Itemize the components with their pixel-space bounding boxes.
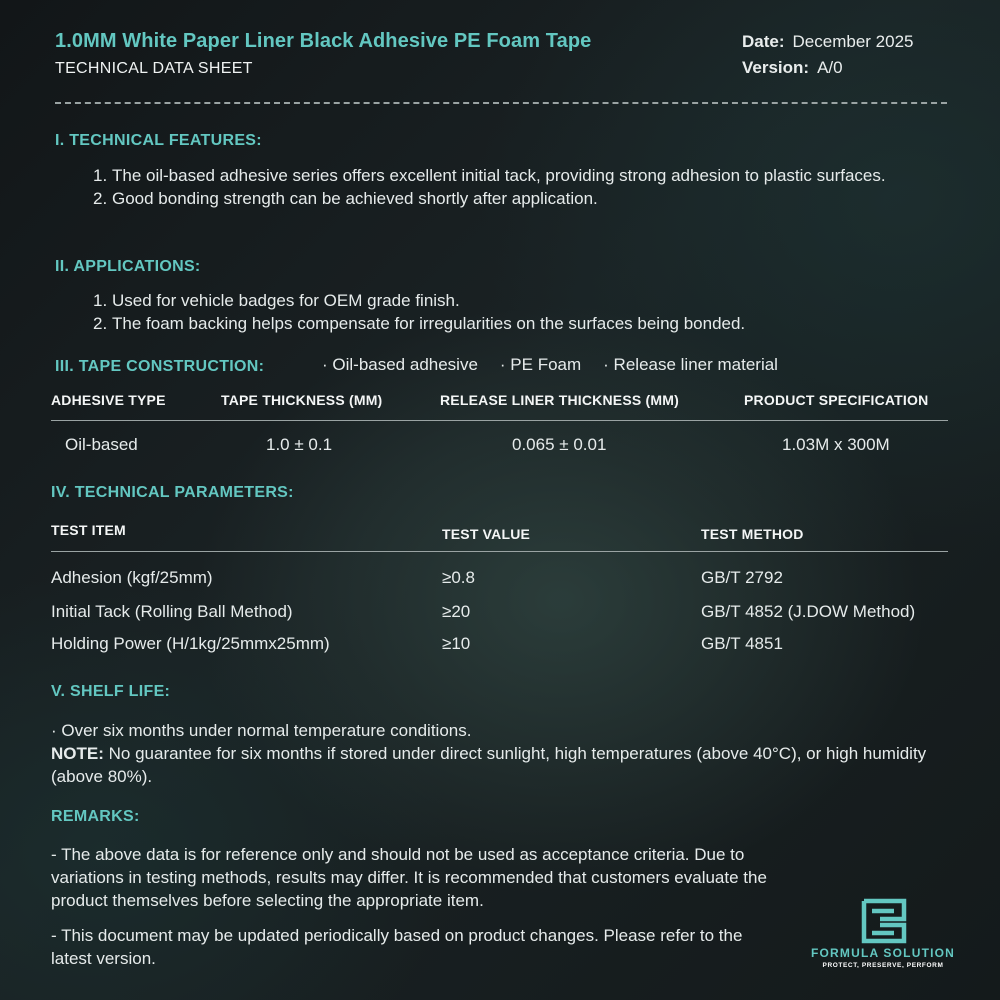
applications-list	[93, 289, 913, 335]
table-cell: Adhesion (kgf/25mm)	[51, 568, 213, 587]
date-value: December 2025	[792, 32, 914, 51]
remarks-paragraph: - The above data is for reference only and should not be used as acceptance criteria. Due to variations in testing methods, results may differ. It is recommended that customers evaluate the product themselves before selecting the appropriate item.	[51, 845, 767, 910]
list-number: 1.	[93, 291, 108, 310]
date-line	[742, 32, 913, 52]
construction-heading: III. TAPE CONSTRUCTION:	[55, 358, 265, 375]
column-header-test-item: TEST ITEM	[51, 522, 126, 538]
brand-tagline: PROTECT, PRESERVE, PERFORM	[822, 962, 944, 969]
list-number: 1.	[93, 166, 108, 185]
column-header-test-value: TEST VALUE	[442, 526, 531, 542]
table-cell: GB/T 2792	[701, 568, 783, 587]
shelf-life-note	[51, 742, 956, 788]
list-item	[93, 187, 913, 210]
document-title: 1.0MM White Paper Liner Black Adhesive PE Foam Tape	[55, 30, 592, 52]
parameters-heading: IV. TECHNICAL PARAMETERS:	[51, 484, 294, 501]
header-divider	[55, 102, 947, 104]
brand-name: FORMULA SOLUTION	[810, 946, 956, 960]
version-value: A/0	[817, 58, 843, 77]
table-cell: Initial Tack (Rolling Ball Method)	[51, 602, 293, 621]
column-header-test-method: TEST METHOD	[701, 526, 804, 542]
list-text: The foam backing helps compensate for irregularities on the surfaces being bonded.	[112, 314, 746, 333]
table-cell: GB/T 4852 (J.DOW Method)	[701, 602, 916, 621]
list-text: Good bonding strength can be achieved shortly after application.	[112, 189, 598, 208]
construction-bullet: · Release liner material	[603, 355, 778, 374]
list-item	[93, 312, 913, 335]
construction-cell-adhesive: Oil-based	[65, 435, 138, 454]
construction-bullet: · PE Foam	[499, 355, 582, 374]
list-number: 2.	[93, 189, 108, 208]
column-header-liner-thickness: RELEASE LINER THICKNESS (MM)	[440, 392, 679, 408]
table-divider	[51, 420, 948, 421]
note-text: No guarantee for six months if stored under direct sunlight, high temperatures (above 40°C), or high humidity (above 80%).	[51, 744, 927, 786]
remarks-paragraph: - This document may be updated periodically based on product changes. Please refer to the latest version.	[51, 926, 743, 968]
date-label: Date:	[742, 32, 785, 51]
table-cell: ≥20	[442, 602, 471, 621]
construction-bullet: · Oil-based adhesive	[322, 355, 478, 374]
table-cell: ≥0.8	[442, 568, 475, 587]
features-heading: I. TECHNICAL FEATURES:	[55, 132, 262, 149]
applications-heading: II. APPLICATIONS:	[55, 258, 201, 275]
list-number: 2.	[93, 314, 108, 333]
shelf-life-text	[51, 719, 956, 788]
list-item	[93, 289, 913, 312]
formula-solution-logo-icon	[800, 895, 966, 945]
version-line	[742, 58, 843, 78]
table-divider	[51, 551, 948, 552]
version-label: Version:	[742, 58, 810, 77]
list-text: The oil-based adhesive series offers excellent initial tack, providing strong adhesion to plastic surfaces.	[112, 166, 886, 185]
column-header-product-spec: PRODUCT SPECIFICATION	[744, 392, 929, 408]
note-label: NOTE:	[51, 744, 104, 763]
table-cell: GB/T 4851	[701, 634, 783, 653]
brand-logo	[800, 895, 966, 950]
column-header-tape-thickness: TAPE THICKNESS (MM)	[221, 392, 383, 408]
list-item	[93, 164, 913, 187]
list-text: Used for vehicle badges for OEM grade finish.	[112, 291, 460, 310]
shelf-life-heading: V. SHELF LIFE:	[51, 683, 171, 700]
document-subtitle: TECHNICAL DATA SHEET	[55, 60, 253, 77]
construction-cell-liner: 0.065 ± 0.01	[512, 435, 607, 454]
column-header-adhesive-type: ADHESIVE TYPE	[51, 392, 166, 408]
table-cell: Holding Power (H/1kg/25mmx25mm)	[51, 634, 330, 653]
construction-cell-thickness: 1.0 ± 0.1	[266, 435, 333, 454]
construction-bullets	[322, 355, 800, 375]
table-cell: ≥10	[442, 634, 471, 653]
features-list	[93, 164, 913, 210]
remarks-heading: REMARKS:	[51, 808, 140, 825]
construction-cell-spec: 1.03M x 300M	[782, 435, 890, 454]
shelf-life-line: · Over six months under normal temperature conditions.	[51, 721, 472, 740]
